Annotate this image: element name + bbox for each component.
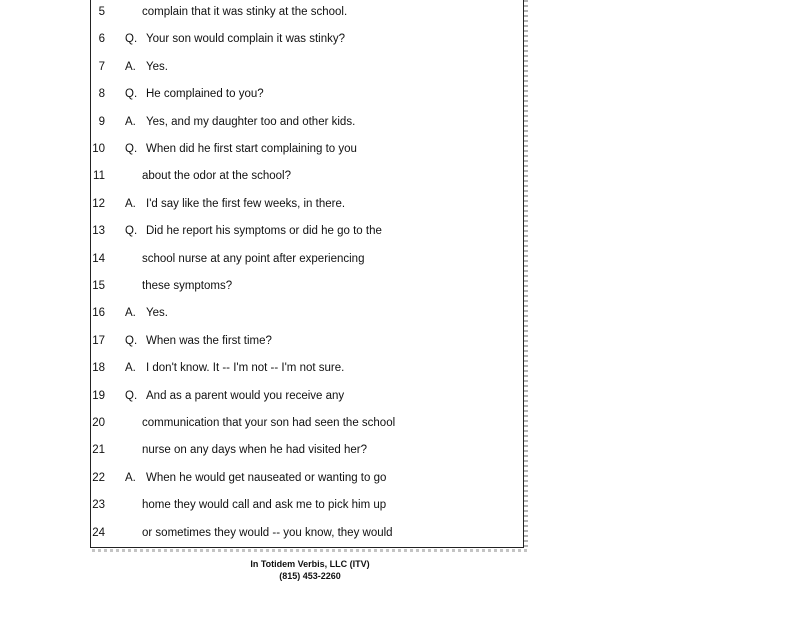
line-number: 6 <box>98 33 105 46</box>
line-text: Yes. <box>146 60 168 73</box>
line-number: 11 <box>93 170 105 183</box>
line-number: 17 <box>92 334 105 347</box>
transcript-line <box>83 441 523 459</box>
line-text: or sometimes they would -- you know, they would <box>142 526 393 539</box>
line-text: school nurse at any point after experiencing <box>142 252 365 265</box>
speaker-label: Q. <box>125 389 138 402</box>
line-text: Yes. <box>146 307 168 320</box>
transcript-line <box>83 222 523 240</box>
footer-phone: (815) 453-2260 <box>279 571 341 581</box>
speaker-label: Q. <box>125 334 138 347</box>
footer-company: In Totidem Verbis, LLC (ITV) <box>250 559 370 569</box>
transcript-line <box>83 3 523 21</box>
line-text: about the odor at the school? <box>142 170 291 183</box>
speaker-label: Q. <box>125 143 138 155</box>
line-number: 18 <box>92 362 105 375</box>
line-text: complain that it was stinky at the school. <box>142 6 348 18</box>
line-number: 22 <box>92 471 105 484</box>
line-number: 24 <box>92 526 105 539</box>
speaker-label: A. <box>125 197 136 210</box>
transcript-line <box>83 167 523 185</box>
transcript-line <box>83 359 523 377</box>
line-text: home they would call and ask me to pick him up <box>142 499 387 512</box>
speaker-label: Q. <box>125 88 138 101</box>
transcript-line <box>83 250 523 268</box>
line-number: 7 <box>98 60 105 73</box>
transcript-line <box>83 113 523 131</box>
line-number: 21 <box>92 444 105 457</box>
transcript-page <box>90 0 524 548</box>
line-text: communication that your son had seen the school <box>142 417 396 429</box>
line-number: 10 <box>92 143 105 155</box>
line-number: 19 <box>92 389 105 402</box>
transcript-line <box>83 140 523 158</box>
line-number: 23 <box>92 499 105 512</box>
line-text: nurse on any days when he had visited her? <box>142 444 368 457</box>
line-text: When was the first time? <box>146 334 272 347</box>
line-text: I don't know. It -- I'm not -- I'm not sure. <box>146 362 345 375</box>
speaker-label: Q. <box>125 225 138 238</box>
transcript-line <box>83 195 523 213</box>
transcript-line <box>83 277 523 295</box>
line-text: Your son would complain it was stinky? <box>146 33 346 46</box>
line-text: Did he report his symptoms or did he go to the <box>146 225 382 238</box>
line-number: 8 <box>98 88 105 101</box>
line-number: 16 <box>92 307 105 320</box>
transcript-line <box>83 304 523 322</box>
transcript-line <box>83 30 523 48</box>
scan-edge-bottom <box>92 549 528 552</box>
line-text: When he would get nauseated or wanting to go <box>146 471 387 484</box>
line-number: 20 <box>92 417 105 429</box>
line-number: 12 <box>92 197 105 210</box>
transcript-line <box>83 469 523 487</box>
transcript-line <box>83 496 523 514</box>
transcript-line <box>83 387 523 405</box>
line-number: 9 <box>98 115 105 128</box>
line-number: 15 <box>92 280 105 292</box>
line-text: these symptoms? <box>142 280 233 292</box>
speaker-label: Q. <box>125 33 138 46</box>
line-number: 14 <box>92 252 105 265</box>
line-number: 13 <box>92 225 105 238</box>
speaker-label: A. <box>125 471 136 484</box>
transcript-line <box>83 524 523 542</box>
transcript-line <box>83 332 523 350</box>
scan-edge-right <box>524 0 528 550</box>
speaker-label: A. <box>125 362 136 375</box>
transcript-line <box>83 414 523 432</box>
line-text: When did he first start complaining to you <box>146 143 357 155</box>
speaker-label: A. <box>125 60 136 73</box>
transcript-line <box>83 85 523 103</box>
speaker-label: A. <box>125 307 136 320</box>
transcript-line <box>83 58 523 76</box>
line-number: 5 <box>98 6 105 18</box>
speaker-label: A. <box>125 115 136 128</box>
line-text: I'd say like the first few weeks, in there. <box>146 197 346 210</box>
line-text: He complained to you? <box>146 88 264 101</box>
line-text: And as a parent would you receive any <box>146 389 345 402</box>
line-text: Yes, and my daughter too and other kids. <box>146 115 356 128</box>
